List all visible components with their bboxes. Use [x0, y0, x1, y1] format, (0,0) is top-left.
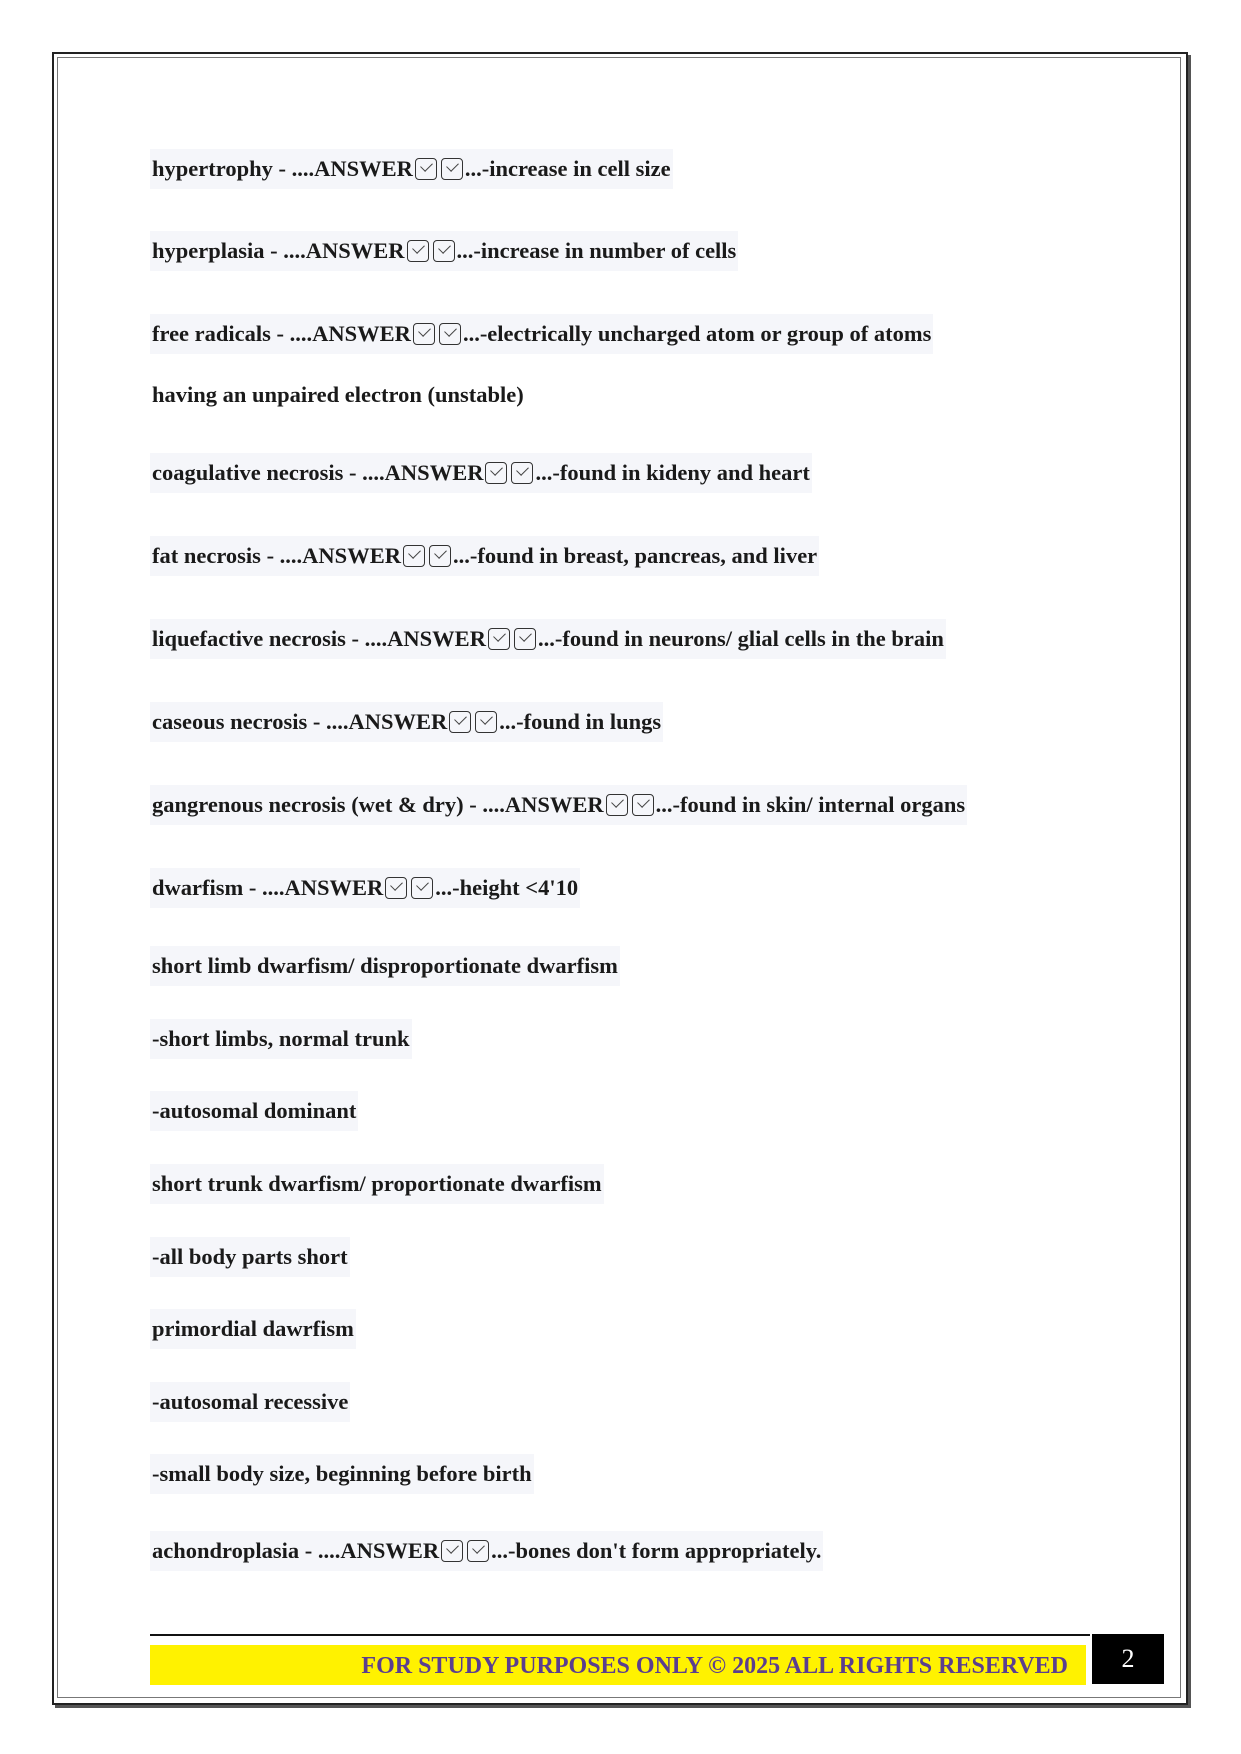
footer-band	[150, 1645, 1086, 1685]
check-box-icon	[441, 1540, 463, 1562]
entry-hypertrophy	[150, 149, 673, 189]
entry-definition: ...-found in kideny and heart	[535, 460, 810, 485]
check-box-icon	[449, 711, 471, 733]
check-box-icon	[511, 462, 533, 484]
entry-definition: ...-height <4'10	[435, 875, 579, 900]
entry-dwarfism	[150, 868, 580, 908]
entry-term: hypertrophy - ....ANSWER	[152, 156, 413, 181]
entry-free-radicals	[150, 314, 933, 354]
check-box-icon	[415, 158, 437, 180]
entry-fat-necrosis	[150, 536, 819, 576]
entry-term: dwarfism - ....ANSWER	[152, 875, 384, 900]
entry-term: fat necrosis - ....ANSWER	[152, 543, 401, 568]
entry-term: gangrenous necrosis (wet & dry) - ....ANSWER	[152, 792, 604, 817]
entry-free-radicals-continuation: having an unpaired electron (unstable)	[152, 382, 524, 407]
entry-definition: ...-bones don't form appropriately.	[491, 1538, 822, 1563]
note-line: -short limbs, normal trunk	[150, 1019, 412, 1059]
entry-caseous-necrosis	[150, 702, 663, 742]
page-number: 2	[1092, 1634, 1164, 1684]
note-line: -autosomal dominant	[150, 1091, 358, 1131]
check-box-icon	[606, 794, 628, 816]
check-box-icon	[433, 240, 455, 262]
entry-hyperplasia	[150, 231, 738, 271]
check-box-icon	[403, 545, 425, 567]
entry-definition: ...-increase in number of cells	[456, 238, 737, 263]
footer-rule	[150, 1634, 1090, 1636]
entry-coagulative-necrosis	[150, 453, 812, 493]
check-box-icon	[632, 794, 654, 816]
note-line: -autosomal recessive	[150, 1382, 350, 1422]
note-line: -all body parts short	[150, 1237, 350, 1277]
entry-definition: ...-electrically uncharged atom or group of atoms	[462, 321, 932, 346]
note-line: short trunk dwarfism/ proportionate dwarfism	[150, 1164, 604, 1204]
entry-achondroplasia	[150, 1531, 823, 1571]
check-box-icon	[385, 877, 407, 899]
entry-term: coagulative necrosis - ....ANSWER	[152, 460, 484, 485]
entry-definition: ...-found in skin/ internal organs	[655, 792, 966, 817]
check-box-icon	[488, 628, 510, 650]
entry-definition: ...-found in breast, pancreas, and liver	[452, 543, 818, 568]
check-box-icon	[429, 545, 451, 567]
entry-term: free radicals - ....ANSWER	[152, 321, 411, 346]
entry-gangrenous-necrosis	[150, 785, 967, 825]
entry-definition: ...-increase in cell size	[464, 156, 671, 181]
entry-term: achondroplasia - ....ANSWER	[152, 1538, 440, 1563]
check-box-icon	[467, 1540, 489, 1562]
entry-definition: ...-found in neurons/ glial cells in the brain	[537, 626, 944, 651]
check-box-icon	[475, 711, 497, 733]
footer-copyright: FOR STUDY PURPOSES ONLY © 2025 ALL RIGHTS RESERVED	[361, 1653, 1068, 1679]
note-line: primordial dawrfism	[150, 1309, 356, 1349]
entry-liquefactive-necrosis	[150, 619, 946, 659]
entry-definition: ...-found in lungs	[499, 709, 662, 734]
note-line: short limb dwarfism/ disproportionate dwarfism	[150, 946, 620, 986]
check-box-icon	[413, 323, 435, 345]
note-line: -small body size, beginning before birth	[150, 1454, 534, 1494]
check-box-icon	[441, 158, 463, 180]
check-box-icon	[485, 462, 507, 484]
check-box-icon	[411, 877, 433, 899]
entry-term: liquefactive necrosis - ....ANSWER	[152, 626, 486, 651]
check-box-icon	[439, 323, 461, 345]
entry-term: hyperplasia - ....ANSWER	[152, 238, 405, 263]
check-box-icon	[514, 628, 536, 650]
entry-term: caseous necrosis - ....ANSWER	[152, 709, 448, 734]
check-box-icon	[407, 240, 429, 262]
